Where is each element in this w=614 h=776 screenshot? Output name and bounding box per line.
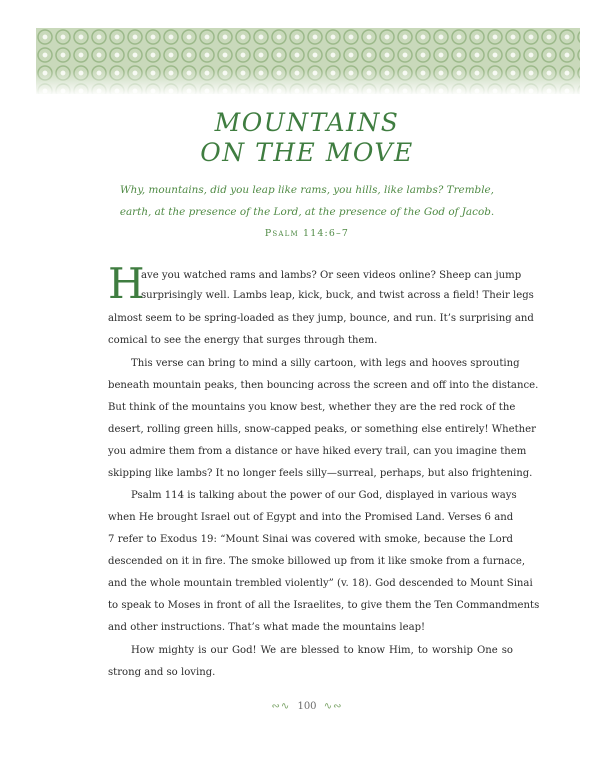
body-line: How mighty is our God! We are blessed to know Him, to worship One so <box>131 645 513 656</box>
body-line: 7 refer to Exodus 19: “Mount Sinai was covered with smoke, because the Lord <box>108 534 513 545</box>
page-number: 100 <box>297 701 317 712</box>
body-line: beneath mountain peaks, then bouncing across the screen and off into the distance. <box>108 380 539 391</box>
body-line: But think of the mountains you know best, whether they are the red rock of the <box>108 402 516 413</box>
epigraph-line-1: Why, mountains, did you leap like rams, you hills, like lambs? Tremble, <box>120 184 494 196</box>
body-line: comical to see the energy that surges through them. <box>108 335 378 346</box>
body-line: Psalm 114 is talking about the power of our God, displayed in various ways <box>131 490 517 501</box>
body-line: almost seem to be spring-loaded as they jump, bounce, and run. It’s surprising and <box>108 313 534 324</box>
banner-fade <box>36 70 580 96</box>
body-line: descended on it in fire. The smoke billowed up from it like smoke from a furnace, <box>108 556 526 567</box>
ornament-right-icon: ∿∾ <box>323 701 343 712</box>
body-line: desert, rolling green hills, snow-capped peaks, or something else entirely! Whether <box>108 424 536 435</box>
body-line: and the whole mountain trembled violently” (v. 18). God descended to Mount Sinai <box>108 578 533 589</box>
body-line: when He brought Israel out of Egypt and into the Promised Land. Verses 6 and <box>108 512 514 523</box>
epigraph-line-2: earth, at the presence of the Lord, at the presence of the God of Jacob. <box>119 206 495 218</box>
ornament-left-icon: ∾∿ <box>271 701 291 712</box>
body-line: you admire them from a distance or have hiked every trail, can you imagine them <box>108 446 527 457</box>
body-line: ave you watched rams and lambs? Or seen videos online? Sheep can jump <box>141 270 522 281</box>
scripture-citation: Psalm 114:6–7 <box>264 228 350 239</box>
body-line: skipping like lambs? It no longer feels silly—surreal, perhaps, but also frightening. <box>108 468 533 479</box>
page-title-line-2: ON THE MOVE <box>200 138 414 167</box>
page-title-line-1: MOUNTAINS <box>214 108 400 137</box>
body-line: surprisingly well. Lambs leap, kick, buck, and twist across a field! Their legs <box>141 290 534 301</box>
body-line: and other instructions. That’s what made the mountains leap! <box>108 622 426 633</box>
body-line: to speak to Moses in front of all the Israelites, to give them the Ten Commandments <box>108 600 540 611</box>
body-line: This verse can bring to mind a silly cartoon, with legs and hooves sprouting <box>131 358 520 369</box>
page-footer <box>0 701 614 712</box>
drop-cap: H <box>108 259 145 308</box>
body-line: strong and so loving. <box>108 667 216 678</box>
